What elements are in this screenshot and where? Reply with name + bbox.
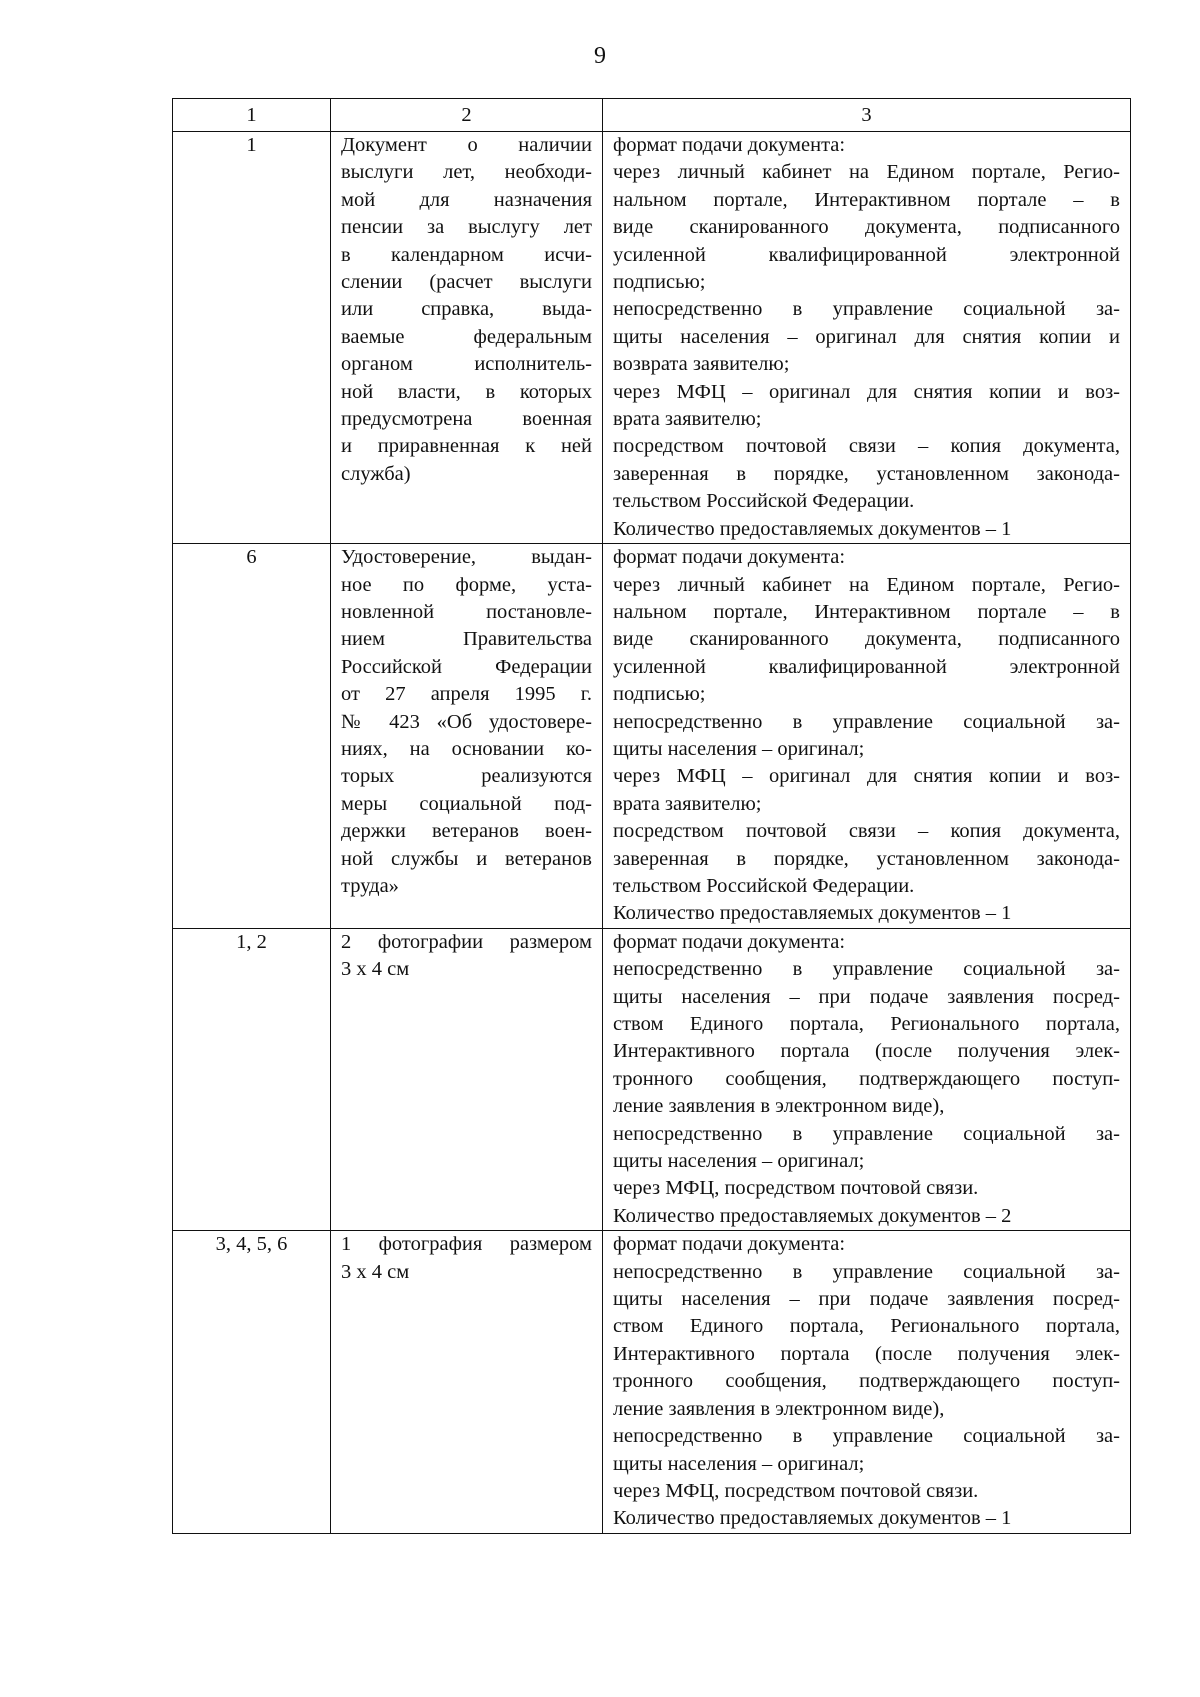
submission-details-line: тельством Российской Федерации. (613, 874, 915, 897)
document-name-line: слении (расчет выслуги (341, 271, 592, 294)
document-name-line: ваемые федеральным (341, 325, 592, 348)
document-name-line: 1 фотография размером (341, 1233, 592, 1256)
submission-details-cell (603, 1231, 1131, 1533)
document-name-line: 3 х 4 см (341, 958, 410, 981)
submission-details-line: посредством почтовой связи – копия документа, (613, 435, 1120, 458)
submission-details-line: через МФЦ – оригинал для снятия копии и воз- (613, 765, 1120, 788)
submission-details-line: усиленной квалифицированной электронной (613, 243, 1120, 266)
submission-details-line: щиты населения – при подаче заявления посред- (613, 985, 1120, 1008)
submission-details-line: щиты населения – оригинал; (613, 1150, 865, 1173)
submission-details-line: врата заявителю; (613, 792, 762, 815)
table-row (173, 928, 1131, 1230)
submission-details-line: щиты населения – при подаче заявления посред- (613, 1288, 1120, 1311)
submission-details-line: подписью; (613, 683, 706, 706)
submission-details-line: посредством почтовой связи – копия документа, (613, 820, 1120, 843)
submission-details-line: тронного сообщения, подтверждающего поступ- (613, 1370, 1120, 1393)
document-name-cell (331, 928, 603, 1230)
submission-details-line: Интерактивного портала (после получения элек- (613, 1040, 1120, 1063)
document-name-line: 3 х 4 см (341, 1260, 410, 1283)
submission-details-line: через МФЦ – оригинал для снятия копии и воз- (613, 380, 1120, 403)
column-header-1: 1 (173, 99, 331, 132)
submission-details-line: непосредственно в управление социальной за- (613, 298, 1120, 321)
document-name-line: от 27 апреля 1995 г. (341, 683, 592, 706)
table-header-row (173, 99, 1131, 132)
document-name-line: ное по форме, уста- (341, 573, 592, 596)
row-number-cell: 1 (173, 132, 331, 544)
row-number-cell: 1, 2 (173, 928, 331, 1230)
document-name-line: или справка, выда- (341, 298, 592, 321)
submission-details-line: непосредственно в управление социальной за- (613, 710, 1120, 733)
submission-details-line: заверенная в порядке, установленном законода- (613, 847, 1120, 870)
submission-details-line: через МФЦ, посредством почтовой связи. (613, 1479, 979, 1502)
submission-details-line: нальном портале, Интерактивном портале – в (613, 188, 1120, 211)
row-number-cell: 6 (173, 544, 331, 929)
submission-details-line: виде сканированного документа, подписанного (613, 628, 1120, 651)
document-name-line: 2 фотографии размером (341, 930, 592, 953)
document-name-line: и приравненная к ней (341, 435, 592, 458)
submission-details-line: формат подачи документа: (613, 930, 846, 953)
submission-details-line: непосредственно в управление социальной за- (613, 1122, 1120, 1145)
document-name-line: нием Правительства (341, 628, 592, 651)
submission-details-line: через личный кабинет на Едином портале, Регио- (613, 573, 1120, 596)
document-name-line: в календарном исчи- (341, 243, 592, 266)
document-name-line: торых реализуются (341, 765, 592, 788)
submission-details-line: Количество предоставляемых документов – 1 (613, 1507, 1012, 1530)
submission-details-line: непосредственно в управление социальной за- (613, 958, 1120, 981)
submission-details-line: непосредственно в управление социальной за- (613, 1425, 1120, 1448)
document-name-line: выслуги лет, необходи- (341, 161, 592, 184)
document-name-line: новленной постановле- (341, 600, 592, 623)
submission-details-line: Количество предоставляемых документов – 1 (613, 517, 1012, 540)
document-name-line: органом исполнитель- (341, 353, 592, 376)
submission-details-cell (603, 928, 1131, 1230)
submission-details-line: формат подачи документа: (613, 1233, 846, 1256)
submission-details-line: тронного сообщения, подтверждающего поступ- (613, 1067, 1120, 1090)
document-name-line: служба) (341, 462, 411, 485)
submission-details-line: непосредственно в управление социальной за- (613, 1260, 1120, 1283)
document-name-line: предусмотрена военная (341, 408, 592, 431)
page-number: 9 (594, 43, 606, 69)
submission-details-line: врата заявителю; (613, 408, 762, 431)
document-name-line: Документ о наличии (341, 134, 592, 156)
submission-details-line: виде сканированного документа, подписанного (613, 216, 1120, 239)
document-name-line: мой для назначения (341, 188, 592, 211)
submission-details-line: щиты населения – оригинал для снятия копии и (613, 325, 1120, 348)
document-name-line: Российской Федерации (341, 655, 592, 678)
document-name-line: ниях, на основании ко- (341, 737, 592, 760)
submission-details-line: формат подачи документа: (613, 546, 846, 569)
submission-details-line: через личный кабинет на Едином портале, Регио- (613, 161, 1120, 184)
submission-details-line: Количество предоставляемых документов – 1 (613, 902, 1012, 925)
submission-details-line: ством Единого портала, Регионального портала, (613, 1315, 1120, 1338)
document-name-cell (331, 1231, 603, 1533)
submission-details-line: формат подачи документа: (613, 134, 846, 156)
submission-details-cell (603, 132, 1131, 544)
document-name-line: ной власти, в которых (341, 380, 592, 403)
row-number-cell: 3, 4, 5, 6 (173, 1231, 331, 1533)
submission-details-line: щиты населения – оригинал; (613, 737, 865, 760)
submission-details-line: щиты населения – оригинал; (613, 1452, 865, 1475)
column-header-2: 2 (331, 99, 603, 132)
submission-details-line: ление заявления в электронном виде), (613, 1095, 945, 1118)
submission-details-line: нальном портале, Интерактивном портале – в (613, 600, 1120, 623)
document-name-line: Удостоверение, выдан- (341, 546, 592, 569)
submission-details-line: тельством Российской Федерации. (613, 490, 915, 513)
submission-details-line: ление заявления в электронном виде), (613, 1397, 945, 1420)
submission-details-line: через МФЦ, посредством почтовой связи. (613, 1177, 979, 1200)
document-name-cell (331, 132, 603, 544)
document-name-line: труда» (341, 874, 399, 897)
document-name-cell (331, 544, 603, 929)
submission-details-line: Интерактивного портала (после получения элек- (613, 1342, 1120, 1365)
table-row (173, 544, 1131, 929)
submission-details-line: Количество предоставляемых документов – 2 (613, 1204, 1012, 1227)
table-row (173, 1231, 1131, 1533)
submission-details-line: усиленной квалифицированной электронной (613, 655, 1120, 678)
document-name-line: меры социальной под- (341, 792, 592, 815)
submission-details-line: заверенная в порядке, установленном законода- (613, 462, 1120, 485)
submission-details-line: ством Единого портала, Регионального портала, (613, 1013, 1120, 1035)
document-name-line: ной службы и ветеранов (341, 847, 592, 870)
documents-table (172, 98, 1131, 1534)
submission-details-cell (603, 544, 1131, 929)
column-header-3: 3 (603, 99, 1131, 132)
document-name-line: пенсии за выслугу лет (341, 216, 592, 239)
document-name-line: № 423 «Об удостовере- (341, 710, 592, 733)
submission-details-line: возврата заявителю; (613, 353, 790, 376)
submission-details-line: подписью; (613, 271, 706, 294)
table-row (173, 132, 1131, 544)
document-name-line: держки ветеранов воен- (341, 820, 592, 843)
